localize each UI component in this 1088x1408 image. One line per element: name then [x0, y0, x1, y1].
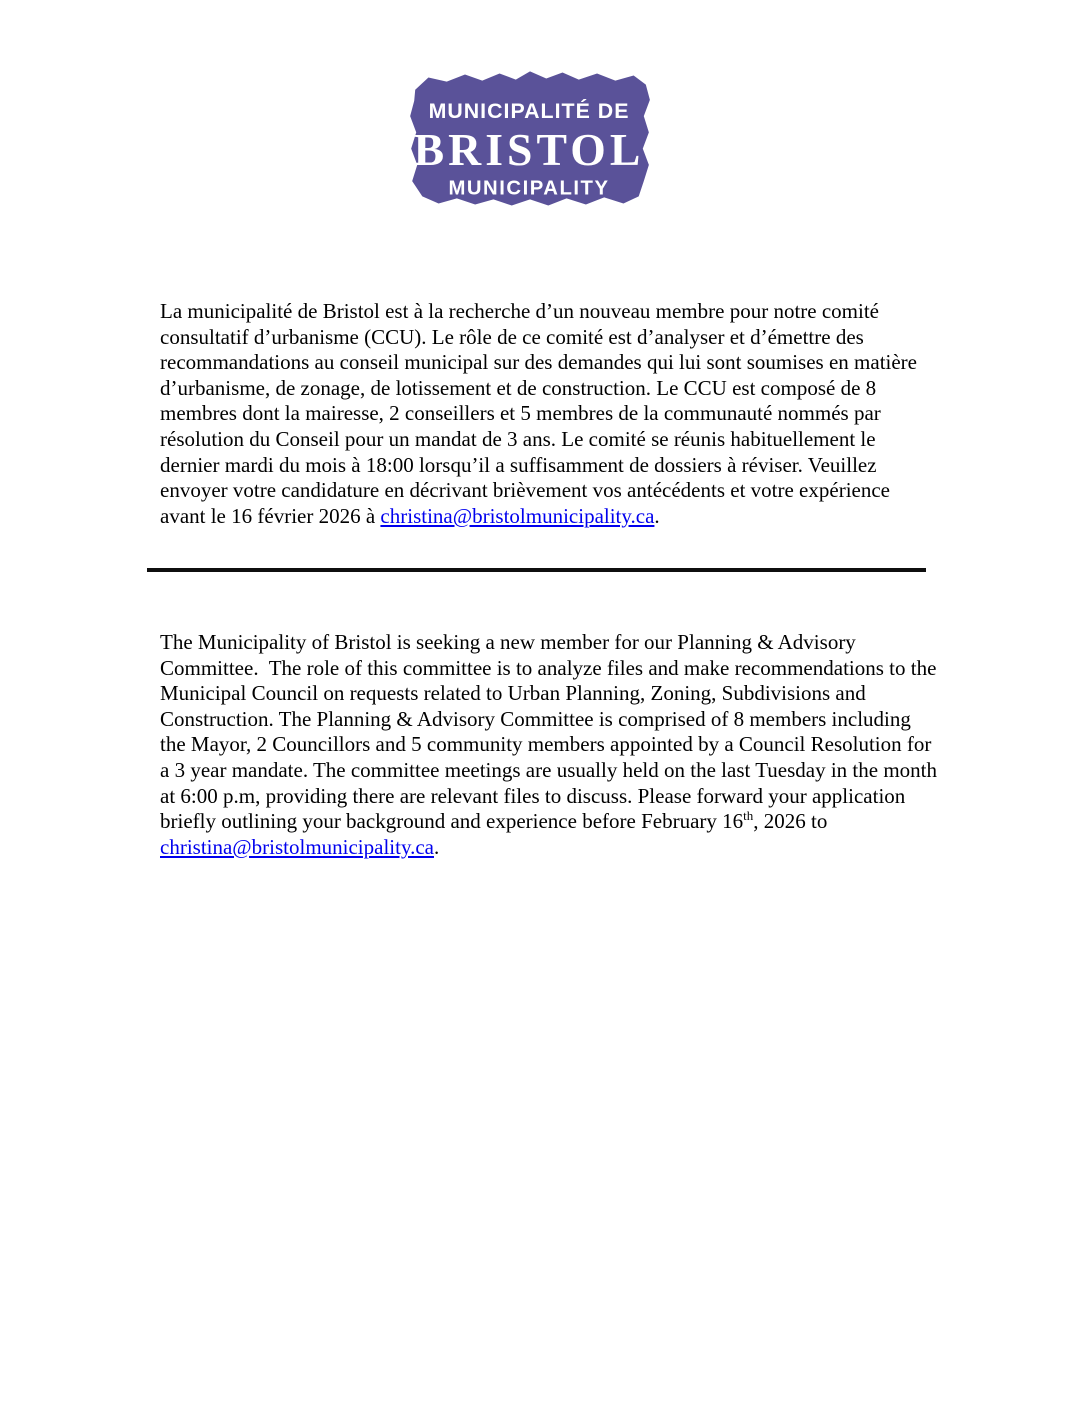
municipality-logo: [401, 67, 657, 212]
french-email-link[interactable]: christina@bristolmunicipality.ca: [380, 503, 655, 528]
english-closing-period: .: [434, 834, 440, 859]
english-email-link[interactable]: christina@bristolmunicipality.ca: [160, 834, 434, 859]
english-paragraph: [160, 630, 943, 860]
english-date-ordinal: th: [743, 808, 754, 824]
logo-svg: [401, 67, 657, 212]
section-divider: [147, 568, 926, 572]
logo-text-top: MUNICIPALITÉ DE: [428, 99, 630, 124]
english-after-ordinal-text: , 2026 to: [753, 809, 833, 834]
french-closing-period: .: [654, 503, 660, 528]
english-body-text: The Municipality of Bristol is seeking a new member for our Planning & Advisory Committee. The role of this committee is to analyze files and make recommendations to the Municipal Council on requests related to Urban Planning, Zoning, Subdivisions and Construction. The Planning & Advisory Committee is comprised of 8 members including the Mayor, 2 Councillors and 5 community members appointed by a Council Resolution for a 3 year mandate. The committee meetings are usually held on the last Tuesday in the month at 6:00 p.m, providing there are relevant files to discuss. Please forward your application briefly outlining your background and experience before February 16: [160, 630, 943, 834]
french-body-text: La municipalité de Bristol est à la recherche d’un nouveau membre pour notre comité consultatif d’urbanisme (CCU). Le rôle de ce comité est d’analyser et d’émettre des recommandations au conseil municipal sur des demandes qui lui sont soumises en matière d’urbanisme, de zonage, de lotissement et de construction. Le CCU est composé de 8 membres dont la mairesse, 2 conseillers et 5 membres de la communauté nommés par résolution du Conseil pour un mandat de 3 ans. Le comité se réunis habituellement le dernier mardi du mois à 18:00 lorsqu’il a suffisamment de dossiers à réviser. Veuillez envoyer votre candidature en décrivant brièvement vos antécédents et votre expérience avant le 16 février 2026 à: [160, 299, 923, 528]
logo-text-bottom: MUNICIPALITY: [448, 177, 610, 200]
logo-text-main: BRISTOL: [413, 123, 645, 175]
french-paragraph: [160, 299, 938, 529]
